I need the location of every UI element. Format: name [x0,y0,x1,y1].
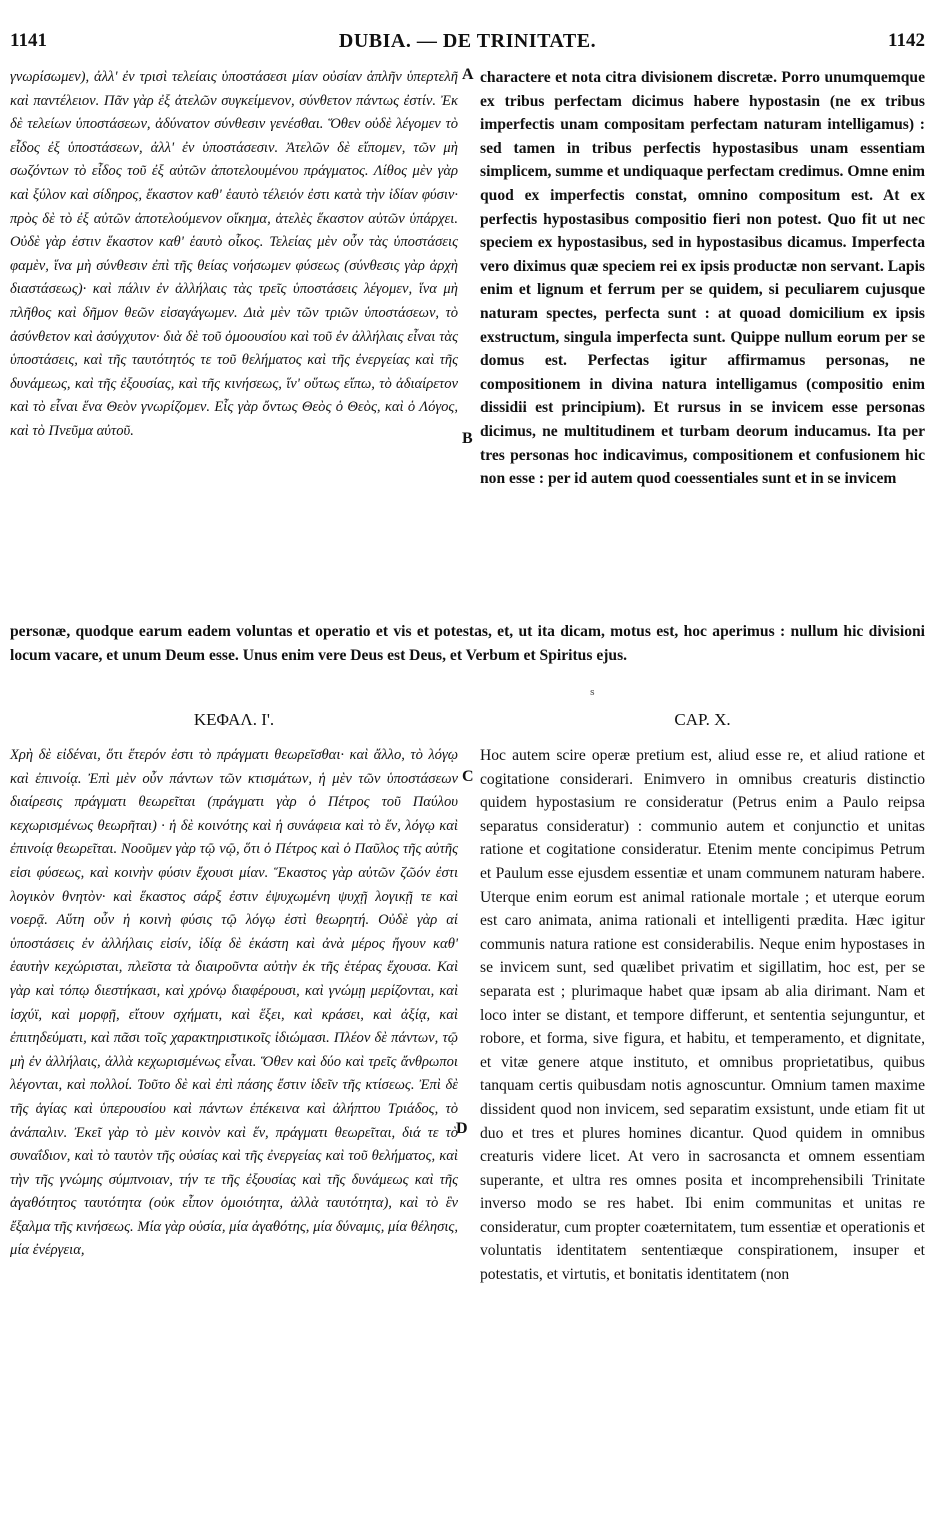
margin-marker-a: A [462,66,474,83]
greek-chapter-heading: ΚΕΦΑΛ. Ι'. [193,710,275,729]
printer-mark: s [590,688,595,698]
greek-paragraph-bottom: Χρὴ δὲ εἰδέναι, ὅτι ἕτερόν ἐστι τὸ πράγματι θεωρεῖσθαι· καὶ ἄλλο, τὸ λόγῳ καὶ ἐπινοίᾳ. Ἐπὶ μὲν οὖν πάντων τῶν κτισμάτων, ἡ μὲν τῶν ὑποστάσεων διαίρεσις πράγματι θεωρεῖται (πράγματι γὰρ ὁ Πέτρος τοῦ Παύλου κεχωρισμένως θεωρῆται) · ἡ δὲ κοινότης καὶ ἡ συνάφεια καὶ τὸ ἕν, λόγῳ καὶ ἐπινοίᾳ θεωρεῖται. Νοοῦμεν γὰρ τῷ νῷ, ὅτι ὁ Πέτρος καὶ ὁ Παῦλος τῆς αὐτῆς εἰσι φύσεως, καὶ κοινὴν φύσιν ἔχουσι μίαν. Ἕκαστος γὰρ αὐτῶν ζῶόν ἐστι λογικὸν θνητὸν· καὶ ἕκαστος σάρξ ἐστιν ἐψυχωμένη ψυχῇ λογικῇ τε καὶ νοερᾷ. Αὕτη οὖν ἡ κοινὴ φύσις τῷ λόγῳ ἐστὶ θεωρητή. Οὐδὲ γὰρ αἱ ὑποστάσεις ἐν ἀλλήλαις εἰσίν, ἰδίᾳ δὲ ἑκάστη καὶ ἀνὰ μέρος ἤγουν καθ' ἑαυτὴν κεχώρισται, πλεῖστα τὰ διαιροῦντα αὐτὴν ἐκ τῆς ἑτέρας ἔχουσα. Καὶ γὰρ καὶ τόπῳ διεστήκασι, καὶ χρόνῳ διαφέρουσι, καὶ γνώμῃ μερίζονται, καὶ ἰσχύϊ, καὶ μορφῇ, εἴτουν σχήματι, καὶ ἕξει, καὶ κράσει, καὶ ἀξίᾳ, καὶ ἐπιτηδεύματι, καὶ πᾶσι τοῖς χαρακτηριστικοῖς ἰδιώμασι. Πλέον δὲ πάντων, τῷ μὴ ἐν ἀλλήλαις, ἀλλὰ κεχωρισμένως εἶναι. Ὅθεν καὶ δύο καὶ τρεῖς ἄνθρωποι λέγονται, καὶ πολλοί. Τοῦτο δὲ καὶ ἐπὶ πάσης ἔστιν ἰδεῖν τῆς κτίσεως. Ἐπὶ δὲ τῆς ἁγίας καὶ ὑπερουσίου καὶ πάντων ἐπέκεινα καὶ ἀλήπτου Τριάδος, τὸ ἀνάπαλιν. Ἐκεῖ γὰρ τὸ μὲν κοινὸν καὶ ἕν, πράγματι θεωρεῖται, διά τε τὸ συναΐδιον, καὶ τὸ ταυτὸν τῆς οὐσίας καὶ τῆς ἐνεργείας καὶ τοῦ θελήματος, καὶ τὴν τῆς γνώμης σύμπνοιαν, τήν τε τῆς ἐξουσίας καὶ τῆς δυνάμεως καὶ τῆς ἀγαθότητος ταυτότητα (οὐκ εἶπον ὁμοιότητα, ἀλλὰ ταυτότητα), καὶ τὸ ἓν ἔξαλμα τῆς κινήσεως. Μία γὰρ οὐσία, μία ἀγαθότης, μία δύναμις, μία θέλησις, μία ἐνέργεια, [10,747,458,1259]
latin-column-top [480,66,925,491]
latin-column-bottom [480,744,925,1287]
greek-column-top [10,66,458,444]
latin-chapter-heading: CAP. X. [674,710,731,729]
margin-marker-d: D [456,1120,468,1137]
greek-paragraph-top: γνωρίσωμεν), ἀλλ' ἐν τρισὶ τελείαις ὑποστάσεσι μίαν οὐσίαν ἁπλῆν ὑπερτελῆ καὶ παντέλειον. Πᾶν γὰρ ἐξ ἀτελῶν συγκείμενον, σύνθετον πάντως ἐστίν. Ἐκ δὲ τελείων ὑποστάσεων, ἀδύνατον σύνθεσιν γενέσθαι. Ὅθεν οὐδὲ λέγομεν τὸ εἶδος ἐξ ὑποστάσεων, ἀλλ' ἐν ὑποστάσεσιν. Ἀτελῶν δὲ εἴπομεν, τῶν μὴ σωζόντων τὸ εἶδος τοῦ ἐξ αὐτῶν ἀποτελουμένου πράγματος. Λίθος μὲν γὰρ καὶ ξύλον καὶ σίδηρος, ἕκαστον καθ' ἑαυτὸ τέλειόν ἐστι κατὰ τὴν ἰδίαν φύσιν· πρὸς δὲ τὸ ἐξ αὐτῶν ἀποτελούμενον οἴκημα, ἀτελὲς ἕκαστον αὐτῶν ὑπάρχει. Οὐδὲ γὰρ ἐστιν ἕκαστον καθ' ἑαυτὸ οἶκος. Τελείας μὲν οὖν τὰς ὑποστάσεις φαμὲν, ἵνα μὴ σύνθεσιν ἐπὶ τῆς θείας νοήσωμεν φύσεως (σύνθεσις γὰρ ἀρχὴ διαστάσεως)· καὶ πάλιν ἐν ἀλλήλαις τὰς τρεῖς ὑποστάσεις λέγομεν, ἵνα μὴ πλῆθος καὶ δῆμον θεῶν εἰσαγάγωμεν. Διὰ μὲν τῶν τριῶν ὑποστάσεων, τὸ ἀσύνθετον καὶ ἀσύγχυτον· διὰ δὲ τοῦ ὁμοουσίου καὶ τοῦ ἐν ἀλλήλαις εἶναι τὰς ὑποστάσεις, καὶ τῆς ταυτότητός τε τοῦ θελήματος καὶ τῆς ἐνεργείας καὶ τῆς δυνάμεως, καὶ τῆς ἐξουσίας, καὶ τῆς κινήσεως, ἵν' οὕτως εἴπω, τὸ ἀδιαίρετον καὶ τὸ εἶναι ἕνα Θεὸν γνωρίζομεν. Εἷς γὰρ ὄντως Θεὸς ὁ Θεὸς, καὶ ὁ Λόγος, καὶ τὸ Πνεῦμα αὐτοῦ. [10,69,458,439]
latin-paragraph-bottom: Hoc autem scire operæ pretium est, aliud esse re, et aliud ratione et cogitatione considerari. Enimvero in omnibus creaturis distinctio quidem hypostasium re consideratur (Petrus enim a Paulo reipsa separatus consideratur) : communio autem et conjunctio et unitas ratione et cogitatione consideratur. Etenim mente concipimus Petrum et Paulum esse ejusdem essentiæ et unam communem naturam habere. Uterque enim eorum est animal rationale mortale ; et uterque eorum est caro animata, anima rationali et intelligenti prædita. Hæc igitur communis natura ratione est considerabilis. Neque enim hypostases in se invicem sunt, sed quælibet privatim et sigillatim, hoc est, per se separata est ; plurimaque habet quæ ipsam ab alia dirimant. Nam et loco inter se distant, et tempore differunt, et sententia sejunguntur, et robore, et forma, sive figura, et habitu, et temperamento, et dignitate, et vitæ genere atque instituto, et omnibus proprietatibus, quibus tanquam certis quibusdam notis agnoscuntur. Omnium tamen maxime dissident quod non invicem, sed separatim exsistunt, unde etiam fit ut duo et tres et plures homines dicantur. Quod quidem in omnibus creaturis videre licet. At vero in sacrosancta et omnem essentiam superante, et ultra res omnes posita et incomprehensibili Trinitate inverso modo se res habet. Ibi enim communitas et unitas re consideratur, cum propter coæternitatem, tum essentiæ et operationis et voluntatis identitatem sententiæque conspirationem, insuper et potestatis, et virtutis, et bonitatis identitatem (non [480,747,925,1284]
page-number-right: 1142 [888,30,925,51]
margin-marker-c: C [462,768,474,785]
latin-wide-continuation [10,620,925,667]
latin-wide-paragraph: personæ, quodque earum eadem voluntas et operatio et vis et potestas, et, ut ita dicam, motus est, hoc aperimus : nullum hic divisioni locum vacare, et unum Deum esse. Unus enim vere Deus est Deus, et Verbum et Spiritus ejus. [10,623,925,664]
page-header [10,30,925,58]
page-number-left: 1141 [10,30,47,51]
margin-marker-b: B [462,430,473,447]
running-title: DUBIA. — DE TRINITATE. [338,30,597,52]
greek-column-bottom [10,744,458,1263]
latin-paragraph-top: charactere et nota citra divisionem discretæ. Porro unumquemque ex tribus perfectam dicimus habere hypostasin (ne ex tribus imperfectis unam compositam perfectam naturam intelligamus) : sed tamen in tribus perfectis hypostasibus unam essentiam simplicem, summe et undiquaque perfectam credimus. Omne enim quod ex imperfectis constat, omnino compositum est. At ex perfectis hypostasibus compositio fieri non potest. Quo fit ut nec speciem ex hypostasibus, sed in hypostasibus dicamus. Imperfecta vero diximus quæ speciem rei ex ipsis productæ non servant. Lapis enim et lignum et ferrum per se quidem, si peculiarem cujusque naturam spectes, perfecta sunt : at quoad domicilium ex ipsis exstructum, singula imperfecta sunt. Quippe nullum eorum per se domus est. Perfectas igitur affirmamus personas, ne compositionem in divina natura intelligamus (compositio enim dissidii est principium). Et rursus in se invicem esse personas dicimus, ne multitudinem et turbam deorum inducamus. Ita per tres personas hoc indicavimus, compositionem et confusionem hic non esse : per id autem quod coessentiales sunt et in se invicem [480,69,925,488]
